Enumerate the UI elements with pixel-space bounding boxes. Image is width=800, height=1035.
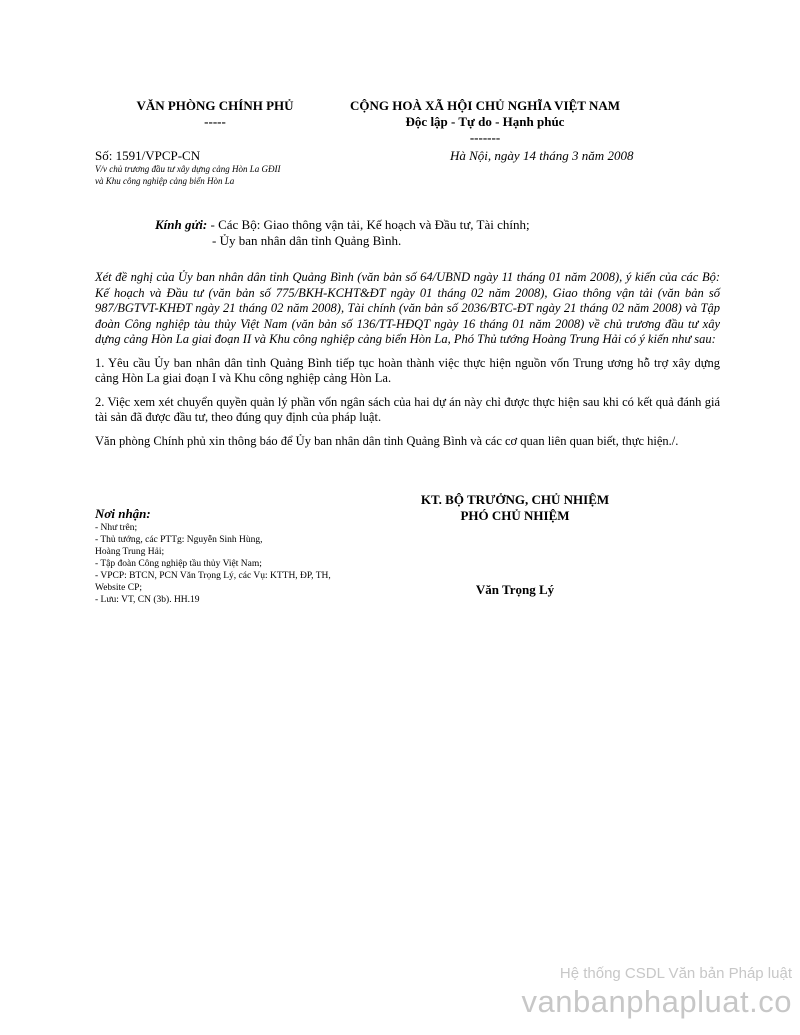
cc-item: - Tập đoàn Công nghiệp tầu thủy Việt Nam; <box>95 559 262 569</box>
cc-item: - Như trên; <box>95 523 138 533</box>
site-watermark <box>521 964 792 1020</box>
signature-title-line-2: PHÓ CHỦ NHIỆM <box>460 508 570 523</box>
recipient-line-1: - Các Bộ: Giao thông vận tải, Kế hoạch và Đầu tư, Tài chính; <box>210 217 530 232</box>
cc-item: - Thủ tướng, các PTTg: Nguyễn Sinh Hùng, <box>95 535 263 545</box>
recipient-line-2: - Ủy ban nhân dân tỉnh Quảng Bình. <box>212 233 402 248</box>
signer-name: Văn Trọng Lý <box>475 582 555 597</box>
recipients-block <box>155 217 530 249</box>
document-subject <box>95 163 281 187</box>
cc-recipients-block <box>95 506 365 606</box>
cc-item: - Lưu: VT, CN (3b). HH.19 <box>95 595 200 605</box>
signature-title-line-1: KT. BỘ TRƯỞNG, CHỦ NHIỆM <box>420 492 610 507</box>
document-subject-line-2: và Khu công nghiệp cảng biển Hòn La <box>95 176 235 186</box>
cc-item: Website CP; <box>95 583 142 593</box>
watermark-tagline: Hệ thống CSDL Văn bản Pháp luật <box>559 965 792 982</box>
body-closing-paragraph: Văn phòng Chính phủ xin thông báo để Ủy ban nhân dân tỉnh Quảng Bình và các cơ quan liên quan biết, thực hiện./. <box>95 433 679 448</box>
signature-title-block <box>380 492 650 524</box>
national-title: CỘNG HOÀ XÃ HỘI CHỦ NGHĨA VIỆT NAM <box>349 98 621 113</box>
issuing-agency-divider: ----- <box>204 114 226 129</box>
body-intro-paragraph: Xét đề nghị của Ủy ban nhân dân tỉnh Quảng Bình (văn bản số 64/UBND ngày 11 tháng 01 năm 2008), ý kiến của các Bộ: Kế hoạch và Đầu tư (văn bản số 775/BKH-KCHT&ĐT ngày 01 tháng 02 năm 2008), Giao thông vận tải (văn bản số 987/BGTVT-KHĐT ngày 21 tháng 02 năm 2008), Tài chính (văn bản số 2036/BTC-ĐT ngày 21 tháng 02 năm 2008) và Tập đoàn Công nghiệp tàu thủy Việt Nam (văn bản số 136/TT-HĐQT ngày 16 tháng 01 năm 2008) về chủ trương đầu tư xây dựng cảng Hòn La giai đoạn II và Khu công nghiệp cảng biển Hòn La, Phó Thủ tướng Hoàng Trung Hải có ý kiến như sau: <box>95 270 720 346</box>
document-subject-line-1: V/v chủ trương đầu tư xây dựng cảng Hòn La GĐII <box>95 164 281 174</box>
national-header-block <box>330 98 640 146</box>
motto-divider: ------- <box>469 130 501 145</box>
cc-item: - VPCP: BTCN, PCN Văn Trọng Lý, các Vụ: KTTH, ĐP, TH, <box>95 571 331 581</box>
cc-item: Hoàng Trung Hải; <box>95 547 165 557</box>
document-body <box>95 270 720 457</box>
issuing-agency-name: VĂN PHÒNG CHÍNH PHỦ <box>136 98 294 113</box>
watermark-domain: vanbanphapluat.co <box>521 984 792 1019</box>
document-date: Hà Nội, ngày 14 tháng 3 năm 2008 <box>450 148 634 163</box>
national-motto: Độc lập - Tự do - Hạnh phúc <box>405 114 565 129</box>
document-number: Số: 1591/VPCP-CN <box>95 148 201 163</box>
recipients-label: Kính gửi: <box>155 217 208 232</box>
cc-title: Nơi nhận: <box>95 506 151 521</box>
body-item-2: 2. Việc xem xét chuyển quyền quản lý phần vốn ngân sách của hai dự án này chỉ được thực hiện sau khi có kết quả đánh giá tài sản đã được đầu tư, theo đúng quy định của pháp luật. <box>95 394 720 424</box>
body-item-1: 1. Yêu cầu Ủy ban nhân dân tỉnh Quảng Bình tiếp tục hoàn thành việc thực hiện nguồn vốn Trung ương hỗ trợ xây dựng cảng Hòn La giai đoạn I và Khu công nghiệp cảng Hòn La. <box>95 355 720 385</box>
issuing-agency-block <box>110 98 320 130</box>
